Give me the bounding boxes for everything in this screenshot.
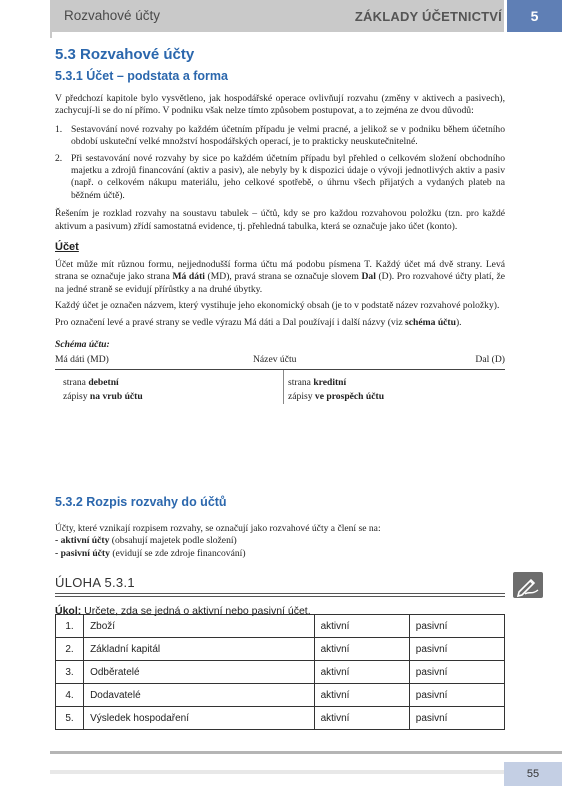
schema-center-head: Název účtu [253,354,297,366]
task-title-underline [55,596,505,597]
table-row: 4. Dodavatelé aktivní pasivní [56,684,505,707]
schema-left-head: Má dáti (MD) [55,354,109,366]
chapter-title: Rozvahové účty [64,8,161,23]
option-pasivni[interactable]: pasivní [409,661,504,684]
option-aktivni[interactable]: aktivní [314,661,409,684]
main-content [55,46,505,406]
schema-body [55,370,505,406]
section2-intro: Účty, které vznikají rozpisem rozvahy, se označují jako rozvahové účty a člení se na: [55,523,381,534]
ucet-paragraph-3: Pro označení levé a pravé strany se vedle výrazu Má dáti a Dal používají i další názvy (viz schéma účtu). [55,316,462,328]
footer-strip [50,770,504,774]
ucet-heading: Účet [55,241,79,254]
intro-paragraph: V předchozí kapitole bylo vysvětleno, jak hospodářské operace ovlivňují rozvahu (změny v aktivech a pasivech), zachycují-li se do ní přímo. V podniku však nelze tímto způsobem postupovat, a to zejména ze dvou důvodů: [55,93,505,117]
table-row: 3. Odběratelé aktivní pasivní [56,661,505,684]
ucet-paragraph-1: Účet může mít různou formu, nejjednodušší forma účtu má podobu písmena T. Každý účet má dvě strany. Levá strana se označuje jako strana Má dáti (MD), pravá strana se označuje slovem Dal (D). Pro rozvahové účty platí, že na jedné straně se evidují přírůstky a na druhé úbytky. [55,259,506,295]
schema-header [55,354,505,368]
option-pasivni[interactable]: pasivní [409,638,504,661]
schema-divider [283,370,284,404]
book-title: ZÁKLADY ÚČETNICTVÍ [354,9,502,24]
reasons-list [55,124,505,202]
section-title: 5.3 Rozvahové účty [55,46,195,63]
schema-right-side: strana kreditní zápisy ve prospěch účtu [288,377,385,403]
section-5-3-2 [55,495,505,560]
section2-item-2: - pasivní účty (evidují se zde zdroje financování) [55,547,246,559]
section2-item-1: - aktivní účty (obsahují majetek podle složení) [55,535,237,547]
option-pasivni[interactable]: pasivní [409,707,504,730]
option-pasivni[interactable]: pasivní [409,684,504,707]
option-aktivni[interactable]: aktivní [314,615,409,638]
footer-divider [50,751,562,754]
task-title: ÚLOHA 5.3.1 [55,575,505,594]
schema-right-head: Dal (D) [475,354,505,366]
option-aktivni[interactable]: aktivní [314,638,409,661]
schema-title: Schéma účtu: [55,339,110,351]
task-table [55,614,505,730]
task-instruction: Úkol: Určete, zda se jedná o aktivní nebo pasivní účet. [55,605,311,617]
page-number: 55 [504,762,562,786]
table-row: 1. Zboží aktivní pasivní [56,615,505,638]
table-row: 2. Základní kapitál aktivní pasivní [56,638,505,661]
subsection-title: 5.3.1 Účet – podstata a forma [55,69,228,83]
option-aktivni[interactable]: aktivní [314,684,409,707]
pencil-writing-icon [513,572,543,598]
header-accent-line [50,32,52,38]
option-pasivni[interactable]: pasivní [409,615,504,638]
solution-paragraph: Řešením je rozklad rozvahy na soustavu tabulek – účtů, kdy se pro každou rozvahovou položku (tzn. pro každé aktivum a pasivum) zřídí samostatná evidence, tj. přehledná tabulka, která se označuje jako účet (konto). [55,208,505,232]
list-item: 2. Při sestavování nové rozvahy by sice po každém účetním případu byl přehled o celkovém složení obchodního majetku a zdrojů financování (aktiv a pasiv), ale nebyly by k dispozici údaje o vývoji jednotlivých aktiv a pasiv (např. o celkovém nákupu materiálu, jeho celkové spotřebě, o úhrnu všech přijatých a vydaných plateb na běžném účtě). [55,152,505,201]
option-aktivni[interactable]: aktivní [314,707,409,730]
list-item: 1. Sestavování nové rozvahy po každém účetním případu je velmi pracné, a jelikož se v podniku během účetního období uskuteční velké množství hospodářských operací, je to prakticky neuskutečnitelné. [55,123,505,148]
task-block [55,575,505,617]
table-row: 5. Výsledek hospodaření aktivní pasivní [56,707,505,730]
chapter-number-badge: 5 [507,0,562,32]
schema-left-side: strana debetní zápisy na vrub účtu [63,377,143,403]
subsection-title-2: 5.3.2 Rozpis rozvahy do účtů [55,495,227,509]
ucet-paragraph-2: Každý účet je označen názvem, který vystihuje jeho ekonomický obsah (je to v podstatě název rozvahové položky). [55,300,500,312]
page-header [50,0,562,32]
